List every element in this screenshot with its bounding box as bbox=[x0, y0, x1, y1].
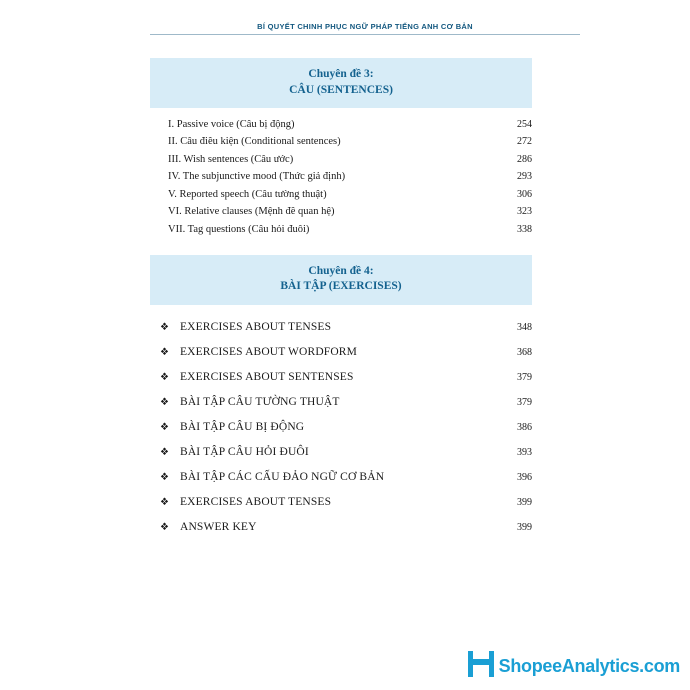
toc-entry-page: 379 bbox=[517, 397, 532, 409]
toc-entry[interactable] bbox=[150, 204, 532, 222]
toc-entry[interactable] bbox=[150, 390, 532, 415]
toc-entry-label: EXERCISES ABOUT TENSES bbox=[180, 496, 332, 509]
running-header-title: BÍ QUYẾT CHINH PHỤC NGỮ PHÁP TIẾNG ANH CƠ BẢN bbox=[257, 22, 473, 31]
toc-entry[interactable] bbox=[150, 465, 532, 490]
toc-entry-label: BÀI TẬP CÁC CẤU ĐẢO NGỮ CƠ BẢN bbox=[180, 471, 385, 484]
toc-entry[interactable] bbox=[150, 221, 532, 239]
toc-entry[interactable] bbox=[150, 365, 532, 390]
section-banner-line2: CÂU (SENTENCES) bbox=[289, 83, 393, 96]
toc-entry-page: 368 bbox=[517, 347, 532, 359]
toc-entry-page: 393 bbox=[517, 447, 532, 459]
toc-entry-label: EXERCISES ABOUT WORDFORM bbox=[180, 346, 357, 359]
diamond-bullet-icon: ❖ bbox=[160, 397, 169, 409]
diamond-bullet-icon: ❖ bbox=[160, 372, 169, 384]
toc-entry-page: 254 bbox=[517, 118, 532, 130]
diamond-bullet-icon: ❖ bbox=[160, 497, 169, 509]
toc-entry[interactable] bbox=[150, 340, 532, 365]
section-banner-line1: Chuyên đề 3: bbox=[308, 68, 374, 80]
header-divider bbox=[150, 34, 580, 35]
toc-entry-label: VII. Tag questions (Câu hỏi đuôi) bbox=[168, 224, 310, 235]
toc-entry-label: II. Câu điều kiện (Conditional sentences) bbox=[168, 137, 341, 148]
toc-entry-page: 399 bbox=[517, 497, 532, 509]
toc-entry-label: BÀI TẬP CÂU BỊ ĐỘNG bbox=[180, 421, 305, 434]
toc-list-chuyen-de-4 bbox=[150, 315, 532, 540]
watermark-text: ShopeeAnalytics.com bbox=[498, 656, 680, 676]
toc-entry[interactable] bbox=[150, 151, 532, 169]
toc-entry[interactable] bbox=[150, 315, 532, 340]
toc-entry-label: VI. Relative clauses (Mệnh đề quan hệ) bbox=[168, 207, 335, 218]
toc-entry-page: 399 bbox=[517, 522, 532, 534]
toc-entry[interactable] bbox=[150, 415, 532, 440]
toc-entry-label: BÀI TẬP CÂU TƯỜNG THUẬT bbox=[180, 396, 340, 409]
toc-entry-page: 379 bbox=[517, 372, 532, 384]
toc-entry-page: 386 bbox=[517, 422, 532, 434]
running-header bbox=[150, 22, 580, 35]
toc-entry-page: 338 bbox=[517, 223, 532, 235]
toc-entry-label: ANSWER KEY bbox=[180, 521, 257, 534]
toc-entry[interactable] bbox=[150, 134, 532, 152]
section-banner-chuyen-de-3 bbox=[150, 58, 532, 108]
diamond-bullet-icon: ❖ bbox=[160, 347, 169, 359]
shopee-analytics-logo-icon bbox=[468, 651, 494, 677]
diamond-bullet-icon: ❖ bbox=[160, 447, 169, 459]
toc-list-chuyen-de-3 bbox=[150, 116, 532, 239]
section-banner-chuyen-de-4 bbox=[150, 255, 532, 305]
toc-entry[interactable] bbox=[150, 116, 532, 134]
toc-entry[interactable] bbox=[150, 440, 532, 465]
toc-entry-label: I. Passive voice (Câu bị động) bbox=[168, 119, 295, 130]
toc-entry-page: 286 bbox=[517, 153, 532, 165]
toc-entry-page: 348 bbox=[517, 322, 532, 334]
toc-entry-page: 323 bbox=[517, 206, 532, 218]
diamond-bullet-icon: ❖ bbox=[160, 522, 169, 534]
diamond-bullet-icon: ❖ bbox=[160, 322, 169, 334]
toc-entry[interactable] bbox=[150, 490, 532, 515]
toc-entry-label: BÀI TẬP CÂU HỎI ĐUÔI bbox=[180, 446, 309, 459]
toc-entry-label: EXERCISES ABOUT SENTENSES bbox=[180, 371, 354, 384]
section-banner-line1: Chuyên đề 4: bbox=[308, 264, 374, 277]
toc-entry-label: III. Wish sentences (Câu ước) bbox=[168, 154, 294, 165]
toc-entry-label: EXERCISES ABOUT TENSES bbox=[180, 321, 332, 334]
section-banner-line2: BÀI TẬP (EXERCISES) bbox=[280, 280, 402, 293]
diamond-bullet-icon: ❖ bbox=[160, 422, 169, 434]
toc-entry-page: 306 bbox=[517, 188, 532, 200]
toc-content bbox=[150, 58, 532, 540]
diamond-bullet-icon: ❖ bbox=[160, 472, 169, 484]
toc-entry-page: 293 bbox=[517, 171, 532, 183]
toc-entry[interactable] bbox=[150, 515, 532, 540]
toc-entry-label: IV. The subjunctive mood (Thức giả định) bbox=[168, 172, 346, 183]
watermark bbox=[468, 651, 680, 678]
toc-entry-label: V. Reported speech (Câu tường thuật) bbox=[168, 189, 327, 200]
toc-entry[interactable] bbox=[150, 169, 532, 187]
toc-entry[interactable] bbox=[150, 186, 532, 204]
toc-entry-page: 272 bbox=[517, 136, 532, 148]
toc-entry-page: 396 bbox=[517, 472, 532, 484]
